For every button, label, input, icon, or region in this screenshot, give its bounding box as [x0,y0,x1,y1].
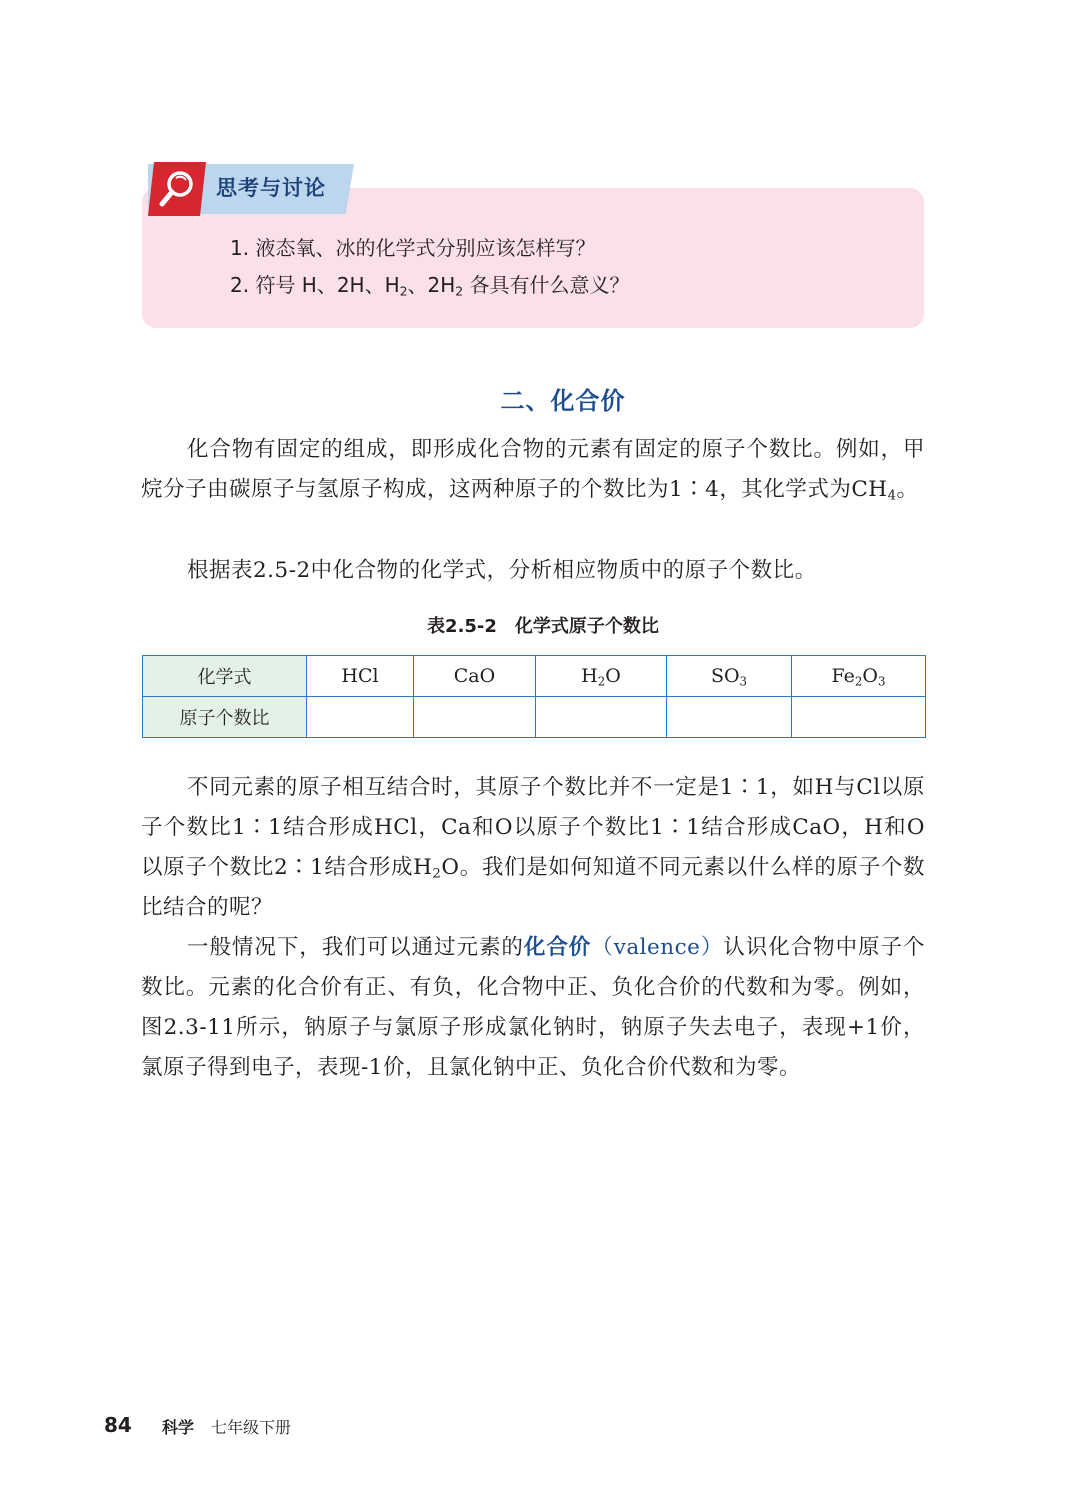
keyword-valence: 化合价 [523,935,592,960]
table-caption: 表2.5-2 化学式原子个数比 [427,616,659,637]
paragraph-1: 化合物有固定的组成，即形成化合物的元素有固定的原子个数比。例如，甲烷分子由碳原子与氢原子构成，这两种原子的个数比为1∶4，其化学式为$CH_4$。 [141,437,925,504]
paragraph-3: 不同元素的原子相互结合时，其原子个数比并不一定是1∶1，如H与Cl以原子个数比1∶1结合形成HCl，Ca和O以原子个数比1∶1结合形成CaO，H和O以原子个数比2∶1结合形成$H_2O$。我们是如何知道不同元素以什么样的原子个数比结合的呢？ [141,775,925,920]
ratio-cell-so3 [667,697,792,738]
paragraph-4: 一般情况下，我们可以通过元素的化合价（valence）认识化合物中原子个数比。元素的化合价有正、有负，化合物中正、负化合价的代数和为零。例如，图2.3-11所示，钠原子与氯原子形成氯化钠时，钠原子失去电子，表现+1价，氯原子得到电子，表现-1价，且氯化钠中正、负化合价代数和为零。 [141,935,925,1080]
book-grade: 七年级下册 [211,1418,292,1437]
discussion-question-1: 1. 液态氧、冰的化学式分别应该怎样写？ [230,236,596,260]
row-label-ratio: 原子个数比 [143,697,307,738]
formula-so3: $SO_3$ [667,656,792,697]
table-row [143,697,926,738]
ratio-cell-fe2o3 [792,697,926,738]
discussion-question-2: 2. 符号 H、2H、$H_2$、$2H_2$ 各具有什么意义？ [230,273,630,299]
row-label-formula: 化学式 [143,656,307,697]
formula-hcl: HCl [307,656,414,697]
magnifier-icon [148,160,206,218]
formula-cao: CaO [414,656,536,697]
ratio-cell-hcl [307,697,414,738]
table-row [143,656,926,697]
formula-fe2o3: $Fe_2O_3$ [792,656,926,697]
paragraph-2: 根据表2.5-2中化合物的化学式，分析相应物质中的原子个数比。 [187,558,817,583]
formula-h2o: $H_2O$ [536,656,667,697]
ratio-cell-cao [414,697,536,738]
atom-ratio-table [142,655,926,738]
book-title: 科学 [162,1418,195,1437]
english-term: （valence） [591,935,724,960]
discussion-title: 思考与讨论 [216,176,326,200]
ratio-cell-h2o [536,697,667,738]
page-number: 84 [104,1413,132,1437]
section-title: 二、化合价 [500,387,626,415]
